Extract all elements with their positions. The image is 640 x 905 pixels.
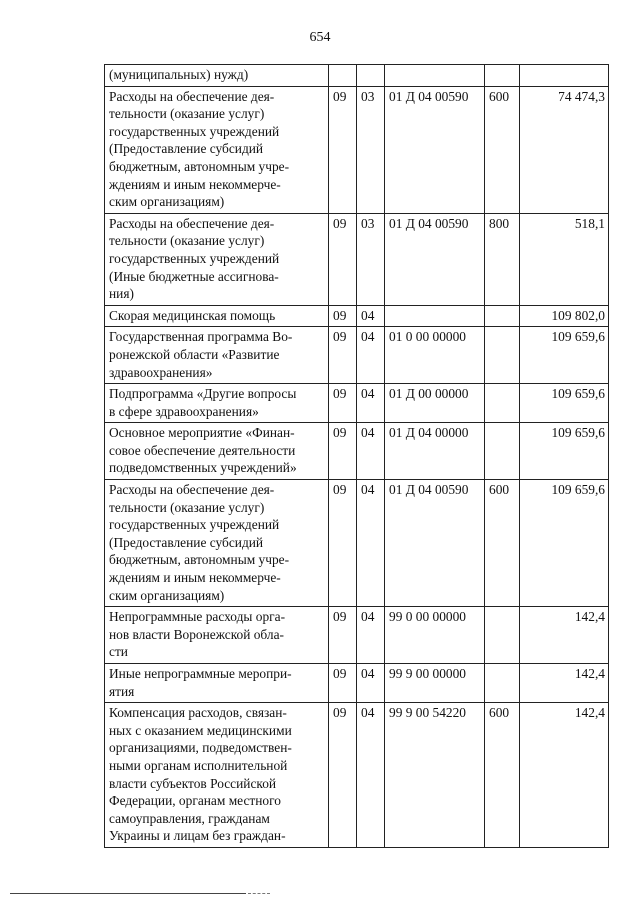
table-row	[105, 327, 609, 384]
cell-subsection: 04	[357, 607, 385, 664]
cell-expense-type: 800	[485, 213, 520, 305]
cell-section	[329, 65, 357, 87]
cell-amount: 142,4	[520, 703, 609, 848]
cell-name-line: ных с оказанием медицинскими	[109, 722, 292, 738]
cell-name-line: (Иные бюджетные ассигнова-	[109, 268, 279, 284]
cell-name-line: тельности (оказание услуг)	[109, 106, 265, 122]
table-row	[105, 423, 609, 480]
cell-amount: 109 659,6	[520, 327, 609, 384]
cell-section: 09	[329, 327, 357, 384]
cell-amount: 142,4	[520, 664, 609, 703]
cell-amount: 518,1	[520, 213, 609, 305]
cell-name-line: Расходы на обеспечение дея-	[109, 88, 275, 104]
cell-section: 09	[329, 703, 357, 848]
cell-target-article: 01 Д 04 00590	[385, 86, 485, 213]
cell-name-line: в сфере здравоохранения»	[109, 403, 259, 419]
cell-section: 09	[329, 664, 357, 703]
cell-amount: 109 659,6	[520, 384, 609, 423]
cell-expense-type	[485, 384, 520, 423]
cell-expense-type	[485, 423, 520, 480]
cell-target-article	[385, 65, 485, 87]
cell-name	[105, 65, 329, 87]
cell-name-line: ными органам исполнительной	[109, 757, 288, 773]
cell-amount: 109 659,6	[520, 423, 609, 480]
cell-name-line: ждениям и иным некоммерче-	[109, 176, 281, 192]
table-row	[105, 703, 609, 848]
cell-name-line: бюджетным, автономным учре-	[109, 158, 290, 174]
cell-name-line: Иные непрограммные меропри-	[109, 666, 292, 681]
cell-name-line: Компенсация расходов, связан-	[109, 705, 287, 721]
cell-target-article: 01 0 00 00000	[385, 327, 485, 384]
cell-target-article: 01 Д 04 00590	[385, 480, 485, 607]
table-row	[105, 480, 609, 607]
cell-name-line: государственных учреждений	[109, 517, 280, 533]
budget-table-body	[105, 65, 609, 848]
cell-section: 09	[329, 213, 357, 305]
page-number: 654	[309, 30, 331, 45]
cell-target-article	[385, 305, 485, 327]
cell-amount: 74 474,3	[520, 86, 609, 213]
table-row	[105, 664, 609, 703]
cell-subsection: 03	[357, 213, 385, 305]
table-row	[105, 86, 609, 213]
cell-subsection: 04	[357, 327, 385, 384]
cell-expense-type	[485, 65, 520, 87]
cell-name-line: ния)	[109, 286, 134, 302]
cell-name	[105, 213, 329, 305]
cell-expense-type	[485, 305, 520, 327]
cell-subsection: 04	[357, 423, 385, 480]
cell-section: 09	[329, 86, 357, 213]
cell-name	[105, 703, 329, 848]
cell-name-line: (Предоставление субсидий	[109, 141, 264, 157]
table-row	[105, 305, 609, 327]
cell-name-line: Федерации, органам местного	[109, 793, 281, 809]
cell-subsection: 04	[357, 664, 385, 703]
cell-name-line: Непрограммные расходы орга-	[109, 609, 286, 625]
cell-section: 09	[329, 423, 357, 480]
cell-name-line: тельности (оказание услуг)	[109, 233, 265, 249]
table-row	[105, 213, 609, 305]
cell-section: 09	[329, 607, 357, 664]
cell-name-line: Основное мероприятие «Финан-	[109, 425, 295, 441]
cell-expense-type	[485, 664, 520, 703]
cell-name-line: ятия	[109, 683, 135, 699]
cell-name-line: ронежской области «Развитие	[109, 346, 280, 362]
cell-name	[105, 607, 329, 664]
cell-name-line: организациями, подведомствен-	[109, 740, 292, 756]
cell-target-article: 99 9 00 00000	[385, 664, 485, 703]
cell-subsection: 04	[357, 384, 385, 423]
cell-amount: 109 802,0	[520, 305, 609, 327]
footer-rule-dashed	[248, 893, 270, 894]
budget-table	[104, 64, 609, 848]
cell-name-line: сти	[109, 644, 128, 660]
table-row	[105, 384, 609, 423]
cell-target-article: 99 9 00 54220	[385, 703, 485, 848]
cell-amount: 109 659,6	[520, 480, 609, 607]
cell-name-line: Подпрограмма «Другие вопросы	[109, 386, 297, 402]
cell-name	[105, 305, 329, 327]
cell-name-line: совое обеспечение деятельности	[109, 442, 296, 458]
cell-expense-type: 600	[485, 480, 520, 607]
cell-name	[105, 86, 329, 213]
cell-section: 09	[329, 384, 357, 423]
cell-section: 09	[329, 480, 357, 607]
cell-name	[105, 664, 329, 703]
cell-subsection: 03	[357, 86, 385, 213]
cell-expense-type	[485, 607, 520, 664]
cell-name-line: (муниципальных) нужд)	[109, 67, 249, 82]
cell-target-article: 01 Д 00 00000	[385, 384, 485, 423]
cell-name-line: тельности (оказание услуг)	[109, 499, 265, 515]
cell-name	[105, 384, 329, 423]
cell-name	[105, 423, 329, 480]
cell-name-line: ским организациям)	[109, 587, 225, 603]
cell-amount: 142,4	[520, 607, 609, 664]
table-row	[105, 607, 609, 664]
cell-name-line: государственных учреждений	[109, 123, 280, 139]
cell-subsection: 04	[357, 305, 385, 327]
cell-name-line: бюджетным, автономным учре-	[109, 552, 290, 568]
cell-amount	[520, 65, 609, 87]
table-row	[105, 65, 609, 87]
cell-name	[105, 327, 329, 384]
cell-name-line: Скорая медицинская помощь	[109, 307, 276, 323]
cell-target-article: 01 Д 04 00590	[385, 213, 485, 305]
cell-name-line: ским организациям)	[109, 194, 225, 210]
cell-name-line: нов власти Воронежской обла-	[109, 626, 284, 642]
cell-target-article: 01 Д 04 00000	[385, 423, 485, 480]
cell-subsection: 04	[357, 703, 385, 848]
cell-name-line: Расходы на обеспечение дея-	[109, 482, 275, 498]
cell-expense-type: 600	[485, 86, 520, 213]
cell-name-line: Украины и лицам без граждан-	[109, 828, 286, 844]
cell-name-line: (Предоставление субсидий	[109, 534, 264, 550]
cell-subsection	[357, 65, 385, 87]
cell-name-line: государственных учреждений	[109, 250, 280, 266]
cell-target-article: 99 0 00 00000	[385, 607, 485, 664]
cell-section: 09	[329, 305, 357, 327]
cell-expense-type: 600	[485, 703, 520, 848]
cell-name	[105, 480, 329, 607]
footer-rule	[10, 893, 246, 894]
cell-name-line: власти субъектов Российской	[109, 775, 277, 791]
cell-name-line: ждениям и иным некоммерче-	[109, 570, 281, 586]
cell-name-line: подведомственных учреждений»	[109, 460, 297, 476]
cell-expense-type	[485, 327, 520, 384]
cell-name-line: здравоохранения»	[109, 364, 213, 380]
cell-name-line: Государственная программа Во-	[109, 329, 293, 345]
cell-name-line: Расходы на обеспечение дея-	[109, 215, 275, 231]
cell-subsection: 04	[357, 480, 385, 607]
cell-name-line: самоуправления, гражданам	[109, 810, 270, 826]
